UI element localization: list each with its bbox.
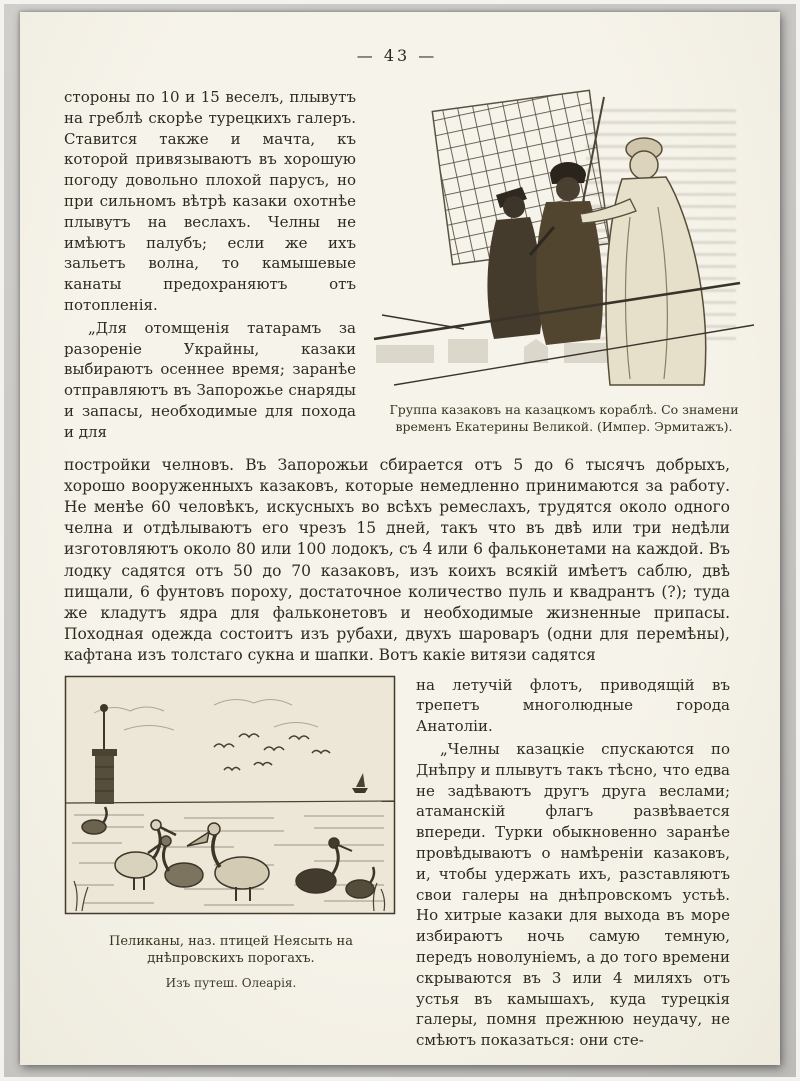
main-paragraph-block xyxy=(64,455,730,667)
pelicans-engraving xyxy=(64,675,396,915)
page-number: — 43 — xyxy=(356,46,438,65)
paragraph: постройки челновъ. Въ Запорожьи сбирается отъ 5 до 6 тысячъ добрыхъ, хорошо вооруженныхъ казаковъ, которые немедленно принимаются за работу. Не менѣе 60 человѣкъ, искусныхъ во всѣхъ ремеслахъ, трудятся около одного челна и отдѣлываютъ его чрезъ 15 дней, такъ что въ двѣ или три недѣли изготовляютъ около 80 или 100 лодокъ, съ 4 или 6 фальконетами на каждой. Въ лодку садятся отъ 50 до 70 казаковъ, изъ коихъ всякій имѣетъ саблю, двѣ пищали, 6 фунтовъ пороху, достаточное количество пуль и квадрантъ (?); туда же кладутъ ядра для фальконетовъ и необходимые жизненные припасы. Походная одежда состоитъ изъ рубахи, двухъ шароваръ (одни для перемѣны), кафтана изъ толстаго сукна и шапки. Вотъ какіе витязи садятся xyxy=(64,455,730,665)
paragraph: стороны по 10 и 15 веселъ, плывутъ на греблѣ скорѣе турецкихъ галеръ. Ставится также и мачта, къ которой привязываютъ въ хорошую погоду довольно плохой парусъ, но при сильномъ вѣтрѣ казаки охотнѣе плывутъ на веслахъ. Челны не имѣютъ палубъ; если же ихъ зальетъ волна, то камышевые канаты предохраняютъ отъ потопленія. xyxy=(64,88,356,314)
left-column xyxy=(64,87,356,443)
top-section xyxy=(64,87,739,443)
figure-cossack-ship xyxy=(368,87,760,435)
book-page xyxy=(20,12,780,1065)
cossack-ship-engraving xyxy=(368,87,760,389)
paragraph: на летучій флотъ, приводящій въ трепетъ многолюдные города Анатоліи. xyxy=(416,675,730,736)
figure2-caption: Пеликаны, наз. птицей Неясыть на днѣпровскихъ порогахъ. xyxy=(109,933,353,966)
paragraph: „Для отомщенія татарамъ за разореніе Украйны, казаки выбираютъ осеннее время; заранѣе отправляютъ въ Запорожье снаряды и запасы, необходимые для похода и для xyxy=(64,318,356,441)
figure-pelicans xyxy=(64,675,398,990)
paragraph: „Челны казацкіе спускаются по Днѣпру и плывутъ такъ тѣсно, что едва не задѣваютъ другъ друга веслами; атаманскій флагъ развѣвается впереди. Турки обыкновенно заранѣе провѣдываютъ о намѣреніи казаковъ, и, чтобы удержать ихъ, разставляютъ свои галеры на днѣпровскомъ устьѣ. Но хитрые казаки для выхода въ море избираютъ ночь самую темную, передъ новолуніемъ, а до того времени скрываются въ 3 или 4 миляхъ отъ устья въ камышахъ, куда турецкія галеры, помня прежнюю неудачу, не смѣютъ показаться: они сте- xyxy=(416,739,730,1050)
bottom-section xyxy=(64,675,730,1051)
right-column xyxy=(416,675,730,1051)
figure1-caption: Группа казаковъ на казацкомъ кораблѣ. Со знамени временъ Екатерины Великой. (Импер. Эрмитажъ). xyxy=(389,402,739,434)
figure2-source: Изъ путеш. Олеарія. xyxy=(165,975,297,990)
